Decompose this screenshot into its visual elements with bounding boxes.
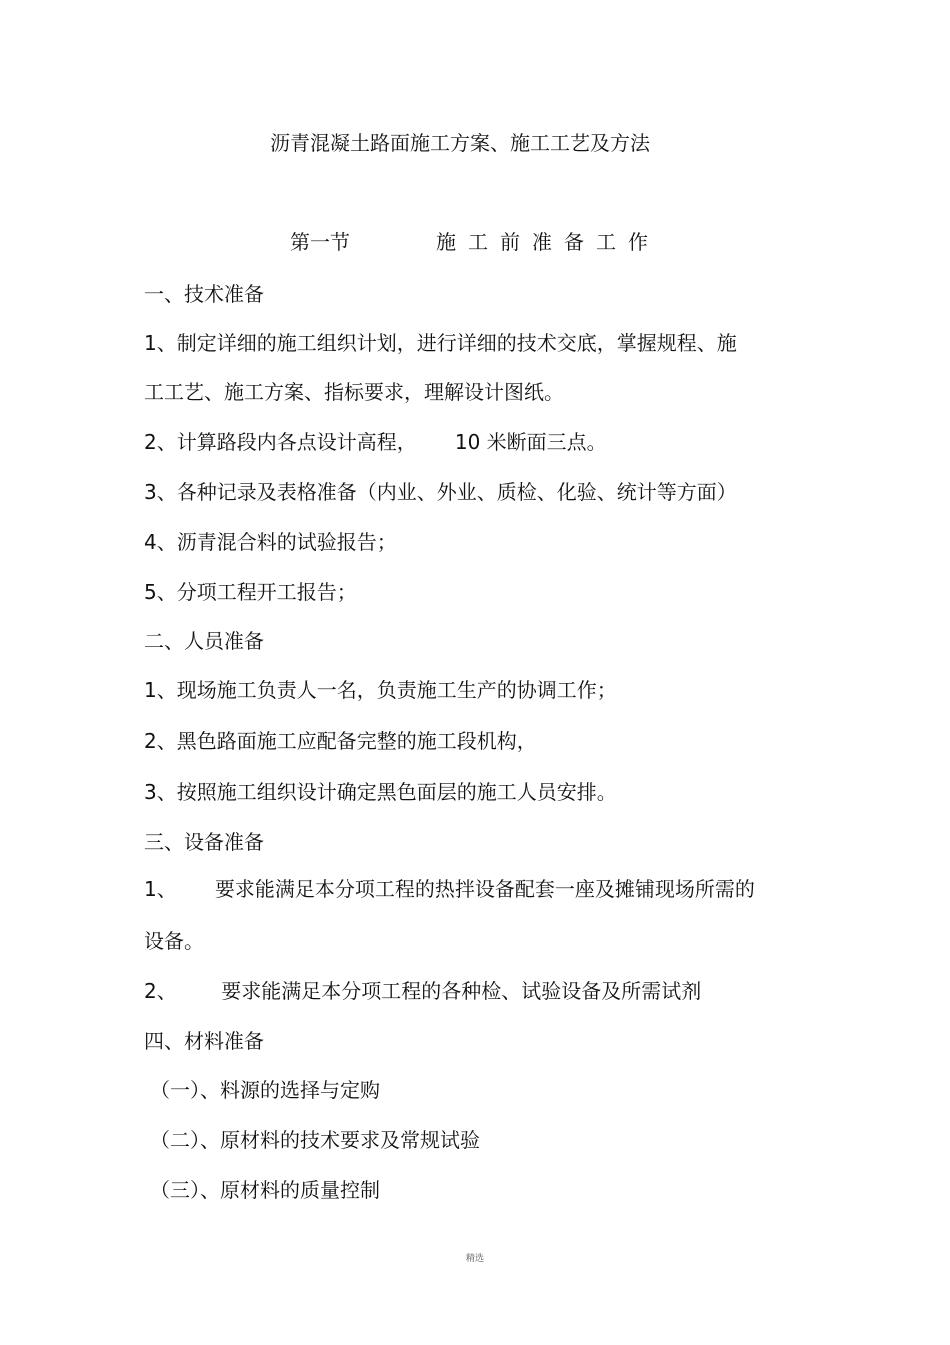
paragraph-line: 1、 要求能满足本分项工程的热拌设备配套一座及摊铺现场所需的 (144, 877, 755, 901)
paragraph-line: 2、计算路段内各点设计高程， 10 米断面三点。 (144, 430, 607, 454)
section-label: 第一节 (290, 230, 350, 254)
paragraph-line: 工工艺、施工方案、指标要求，理解设计图纸。 (144, 380, 564, 404)
heading-technical-prep: 一、技术准备 (144, 282, 264, 306)
paragraph-line: 3、按照施工组织设计确定黑色面层的施工人员安排。 (144, 780, 617, 804)
document-title: 沥青混凝土路面施工方案、施工工艺及方法 (270, 131, 650, 155)
paragraph-line: 5、分项工程开工报告； (144, 580, 357, 604)
heading-personnel-prep: 二、人员准备 (144, 629, 264, 653)
paragraph-line: 1、制定详细的施工组织计划，进行详细的技术交底，掌握规程、施 (144, 331, 737, 355)
paragraph-line: 2、黑色路面施工应配备完整的施工段机构， (144, 729, 537, 753)
heading-equipment-prep: 三、设备准备 (144, 830, 264, 854)
paragraph-line: 2、 要求能满足本分项工程的各种检、试验设备及所需试剂 (144, 979, 702, 1003)
page-footer: 精选 (465, 1254, 484, 1264)
paragraph-line: 1、现场施工负责人一名，负责施工生产的协调工作； (144, 678, 617, 702)
paragraph-line: 4、沥青混合料的试验报告； (144, 530, 397, 554)
heading-material-prep: 四、材料准备 (144, 1029, 264, 1053)
subheading-line: （三）、原材料的质量控制 (150, 1178, 380, 1202)
subheading-line: （一）、料源的选择与定购 (150, 1078, 380, 1102)
section-title: 施工前准备工作 (436, 230, 660, 254)
subheading-line: （二）、原材料的技术要求及常规试验 (150, 1128, 480, 1152)
paragraph-line: 设备。 (144, 929, 204, 953)
paragraph-line: 3、各种记录及表格准备（内业、外业、质检、化验、统计等方面） (144, 480, 737, 504)
